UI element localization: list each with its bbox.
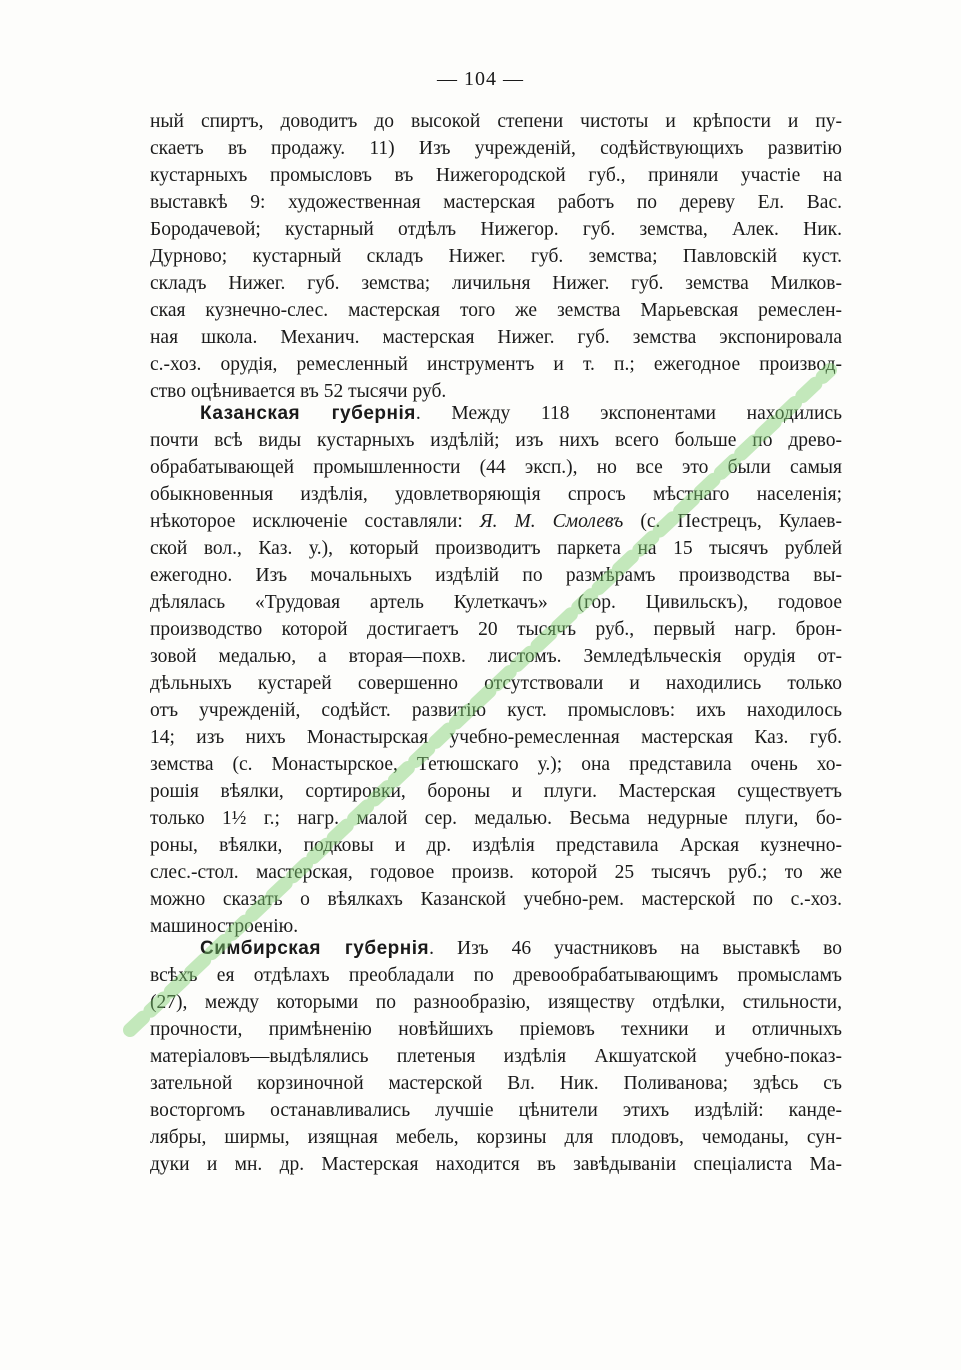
text-line: 14; изъ нихъ Монастырская учебно-ремесленная мастерская Каз. губ. (150, 727, 842, 748)
page-number: — 104 — (437, 68, 524, 90)
text-line: земства (с. Монастырское, Тетюшскаго у.); она представила очень хо- (150, 754, 842, 775)
text-line: ская кузнечно-слес. мастерская того же земства Марьевская ремеслен- (150, 300, 842, 321)
text-fragment: . Между 118 экспонентами находились (415, 403, 842, 424)
text-line: лябры, ширмы, изящная мебель, корзины для плодовъ, чемоданы, сун- (150, 1127, 842, 1148)
text-line: ная школа. Механич. мастерская Нижег. губ. земства экспонировала (150, 327, 842, 348)
text-line: производство которой достигаетъ 20 тысячъ руб., первый нагр. брон- (150, 619, 842, 640)
text-line: прочности, примѣненію новѣйшихъ пріемовъ техники и отличныхъ (150, 1019, 842, 1040)
text-line: Бородачевой; кустарный отдѣлъ Нижегор. губ. земства, Алек. Ник. (150, 219, 842, 240)
text-line: почти всѣ виды кустарныхъ издѣлій; изъ нихъ всего больше по древо- (150, 430, 842, 451)
text-line: восторгомъ останавливались лучшіе цѣнители этихъ издѣлій: канде- (150, 1100, 842, 1121)
section-heading-kazan: Казанская губернія (200, 403, 416, 424)
text-line: обрабатывающей промышленности (44 эксп.), но все это были самыя (150, 457, 842, 478)
text-line: дѣлялась «Трудовая артель Кулеткачъ» (гор. Цивильскъ), годовое (150, 592, 842, 613)
text-line: выставкѣ 9: художественная мастерская работъ по дереву Ел. Вас. (150, 192, 842, 213)
text-line: зовой медалью, а вторая—похв. листомъ. Земледѣльческія орудія от- (150, 646, 842, 667)
text-line: с.-хоз. орудія, ремесленный инструментъ и т. п.; ежегодное производ- (150, 354, 842, 375)
paragraph-nizhny-novgorod (150, 108, 842, 405)
text-line: ный спиртъ, доводитъ до высокой степени чистоты и крѣпости и пу- (150, 111, 842, 132)
text-line: скаетъ въ продажу. 11) Изъ учрежденій, содѣйствующихъ развитію (150, 138, 842, 159)
text-line: ской вол., Каз. у.), который производитъ паркета на 15 тысячъ рублей (150, 538, 842, 559)
text-line: ство оцѣнивается въ 52 тысячи руб. (150, 381, 447, 402)
text-line: обыкновенныя издѣлія, удовлетворяющія спросъ мѣстнаго населенія; (150, 484, 842, 505)
section-heading-simbirsk: Симбирская губернія (200, 938, 430, 959)
text-fragment: (с. Пестрецъ, Кулаев- (623, 511, 842, 532)
text-fragment: нѣкоторое исключеніе составляли: (150, 511, 480, 532)
text-line: зательной корзиночной мастерской Вл. Ник. Поливанова; здѣсь съ (150, 1073, 842, 1094)
text-line: роны, вѣялки, подковы и др. издѣлія представила Арская кузнечно- (150, 835, 842, 856)
text-line: матеріаловъ—выдѣлялись плетеныя издѣлія Акшуатской учебно-показ- (150, 1046, 842, 1067)
text-line: слес.-стол. мастерская, годовое произв. которой 25 тысячъ руб.; то же (150, 862, 842, 883)
text-line: кустарныхъ промысловъ въ Нижегородской губ., приняли участіе на (150, 165, 842, 186)
text-line: дѣльныхъ кустарей совершенно отсутствовали и находились только (150, 673, 842, 694)
text-line: дуки и мн. др. Мастерская находится въ завѣдываніи спеціалиста Ма- (150, 1154, 842, 1175)
paragraph-kazan (150, 400, 842, 940)
paragraph-simbirsk (150, 935, 842, 1178)
text-fragment: . Изъ 46 участниковъ на выставкѣ во (429, 938, 842, 959)
text-line: ежегодно. Изъ мочальныхъ издѣлій по размѣрамъ производства вы- (150, 565, 842, 586)
text-line: рошія вѣялки, сортировки, бороны и плуги. Мастерская существуетъ (150, 781, 842, 802)
text-line (150, 935, 842, 962)
text-line: складъ Нижег. губ. земства; личильня Нижег. губ. земства Милков- (150, 273, 842, 294)
exhibitor-name: Я. М. Смолевъ (479, 511, 624, 532)
text-line: только 1½ г.; нагр. малой сер. медалью. Весьма недурные плуги, бо- (150, 808, 842, 829)
text-line: Дурново; кустарный складъ Нижег. губ. земства; Павловскій куст. (150, 246, 842, 267)
text-line: можно сказать о вѣялкахъ Казанской учебно-рем. мастерской по с.-хоз. (150, 889, 842, 910)
text-line: всѣхъ ея отдѣлахъ преобладали по древообрабатывающимъ промысламъ (150, 965, 842, 986)
text-line (150, 400, 842, 427)
text-line (150, 508, 842, 535)
text-line: отъ учрежденій, содѣйст. развитію куст. промысловъ: ихъ находилось (150, 700, 842, 721)
text-line: (27), между которыми по разнообразію, изяществу отдѣлки, стильности, (150, 992, 842, 1013)
text-line: машиностроенію. (150, 916, 299, 937)
